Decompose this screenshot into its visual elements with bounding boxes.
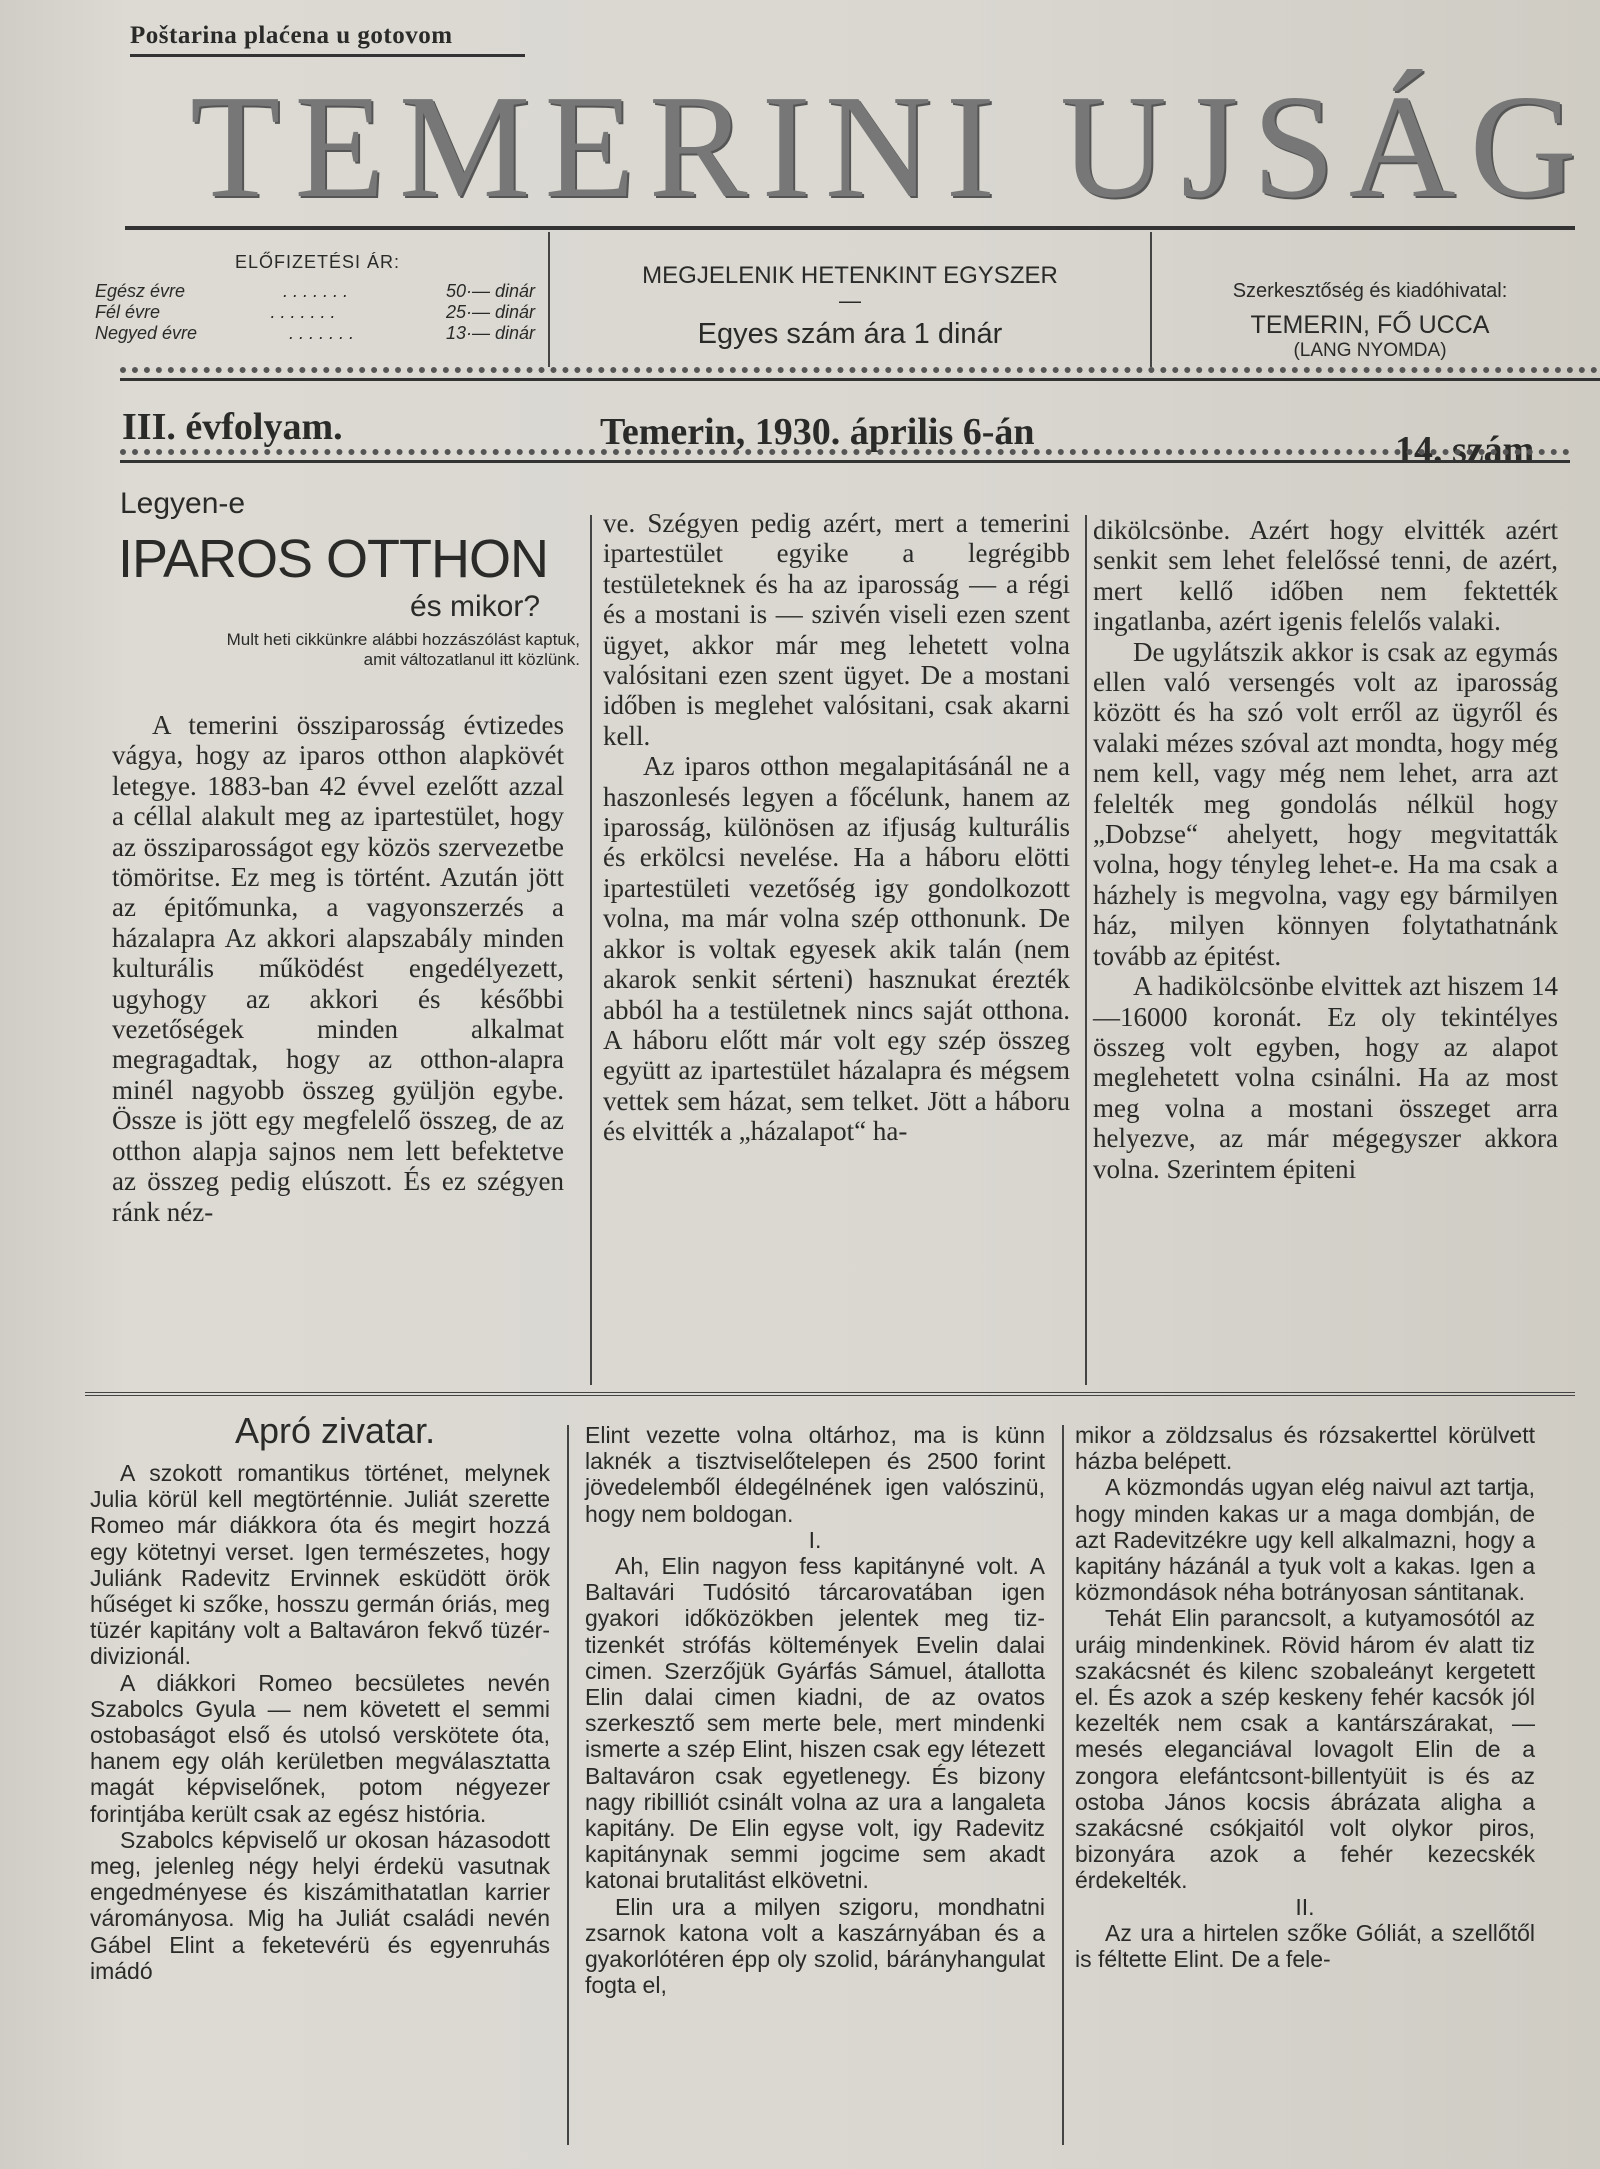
editor-note: Mult heti cikkünkre alábbi hozzászólást kaptuk, amit változatlanul itt közlünk.: [226, 630, 580, 669]
masthead-title: TEMERINI UJSÁG: [190, 65, 1591, 229]
price-amount: 25·— dinár: [445, 302, 535, 322]
article1-column-3: [1093, 515, 1558, 1184]
price-dots: . . . . . . .: [289, 323, 355, 343]
column-rule: [1085, 515, 1087, 1385]
header-rule-bottom: [120, 367, 1600, 373]
header-rule-bottom-thin: [120, 378, 1600, 381]
price-dots: . . . . . . .: [282, 281, 348, 301]
paragraph: A hadikölcsönbe elvittek azt hiszem 14—16000 koronát. Ez oly tekintélyes összeg volt egyben, hogy az alapot meglehetett volna csinálni. Ha az most meg volna a mostani összeget arra helyezve, az már mégegyszer akkora volna. Szerintem épiteni: [1093, 971, 1558, 1184]
subscription-box: [95, 252, 535, 344]
paragraph: Az ura a hirtelen szőke Góliát, a szellőtől is féltette Elint. De a fele-: [1075, 1919, 1535, 1973]
paragraph: ve. Szégyen pedig azért, mert a temerini ipartestület egyike a legrégibb testületeknek és ha az iparosság — a régi és a mostani is — szivén viseli ezen szent ügyet, akkor már meg lehetett volna valósitani ezen szent ügyet. De a mostani időben is meglehet valósitani, csak akarni kell.: [603, 508, 1070, 751]
paragraph: Elint vezette volna oltárhoz, ma is künn laknék a tisztviselőtelepen és 2500 forint jövedelemből éldegélnének igen valószinü, hogy nem boldogan.: [585, 1422, 1045, 1527]
paragraph: mikor a zöldzsalus és rózsakerttel körülvett házba belépett.: [1075, 1422, 1535, 1475]
paragraph: A diákkori Romeo becsületes nevén Szabolcs Gyula — nem követett el semmi ostobaságot első és utolsó verskötete óta, hanem egy oláh kerületben megválasztatta magát képviselőnek, potom négyezer forintjába került csak az egész história.: [90, 1669, 550, 1827]
column-rule: [590, 515, 592, 1385]
header-divider-right: [1150, 232, 1152, 367]
column-rule: [1062, 1425, 1064, 2145]
section-rule: [85, 1392, 1575, 1396]
paragraph: Tehát Elin parancsolt, a kutyamosótól az uráig mindenkinek. Rövid három év alatt tiz szakácsnét és kilenc szobaleányt kergetett el. És azok a szép keskeny fehér kacsók jól kezelték nem csak a kantárszárakat, — mesés eleganciával lovagolt Elin de a zongora elefántcsont-billentyüit is és az ostoba János kocsis ábrázata aligha a szakácsné csókjaitól volt olykor piros, bizonyára azok a fehér kezecskék érdekelték.: [1075, 1605, 1535, 1894]
office-printer: (LANG NYOMDA): [1293, 340, 1447, 361]
dash-line: —: [839, 288, 861, 313]
price-row-half: [95, 302, 535, 323]
article2-column-1: [90, 1460, 550, 1984]
paragraph: dikölcsönbe. Azért hogy elvitték azért senkit sem lehet felelőssé tenni, de azért, mert kellő időben nem fektették ingatlanba, azért igenis felelős valaki.: [1093, 515, 1558, 637]
price-amount: 50·— dinár: [445, 281, 535, 301]
dateline-rule-thin: [120, 460, 1570, 463]
paragraph: A közmondás ugyan elég naivul azt tartja, hogy minden kakas ur a maga dombján, de azt Radevitzékre ugy kell alkalmazni, hogy a kapitány házánál a tyuk volt a kakas. Igen a közmondások néha botrányosan sántitanak.: [1075, 1474, 1535, 1606]
office-info: [1160, 280, 1580, 362]
office-label: Szerkesztőség és kiadóhivatal:: [1232, 280, 1508, 302]
header-divider-left: [548, 232, 550, 367]
section-numeral: I.: [808, 1526, 822, 1553]
postage-note: Poštarina plaćena u gotovom: [130, 22, 525, 57]
volume-label: III. évfolyam.: [122, 406, 343, 448]
paragraph: Az iparos otthon megalapitásánál ne a haszonlesés legyen a főcélunk, hanem az iparosság, különösen az ifjuság kulturális és erkölcsi nevelése. Ha a háboru elötti ipartestületi vezetőség igy gondolkozott volna, ma már volna szép otthonunk. De akkor is voltak egyesek akik talán (nem akarok senkit sérteni) hasznukat érezték abból ha a testületnek nincs saját otthona. A háboru előtt már volt egy szép összeg együtt az ipartestület házalapra és mégsem vettek sem házat, sem telket. Jött a háboru és elvitték a „házalapot“ ha-: [603, 751, 1070, 1147]
article-headline: IPAROS OTTHON: [118, 529, 549, 589]
price-line: Egyes szám ára 1 dinár: [697, 318, 1003, 350]
price-period: Negyed évre: [95, 323, 198, 343]
column-rule: [567, 1425, 569, 2145]
office-address: TEMERIN, FŐ UCCA: [1250, 311, 1490, 339]
section-numeral: II.: [1295, 1893, 1315, 1920]
issue-number: 14. szám: [1395, 429, 1535, 471]
paragraph: Ah, Elin nagyon fess kapitányné volt. A Baltavári Tudósitó tárcarovatában igen gyakori időközökben jelentek meg tiz-tizenkét strófás költemények Evelin dalai cimen. Szerzőjük Gyárfás Sámuel, átallotta Elin dalai cimen kiadni, de az ovatos szerkesztő sem merte bele, mert mindenki ismerte a szép Elint, hiszen csak egy létezett Baltaváron csak egyetlenegy. És bizony nagy ribilliót csinált volna az ura a langaleta kapitány. De Elin egyse volt, igy Radevitz kapitánynak semmi jogcime sem akadt katonai brutalitást elkövetni.: [585, 1553, 1045, 1894]
price-period: Fél évre: [95, 302, 161, 322]
paragraph: A szokott romantikus történet, melynek Julia körül kell megtörténnie. Juliát szerette Romeo már diákkora óta és megirt hozzá egy kötetnyi verset. Igen természetes, hogy Juliánk Radevitz Ervinnek esküdött örök hűséget ki szőke, hosszu germán óriás, meg tüzér kapitány volt a Baltaváron fekvő tüzér-divizionál.: [90, 1460, 550, 1670]
price-row-quarter: [95, 323, 535, 344]
article1-column-1: [112, 710, 564, 1227]
article-deck: és mikor?: [410, 590, 541, 623]
article2-column-2: [585, 1422, 1045, 1998]
header-rule-top: [125, 226, 1575, 230]
paragraph: Elin ura a milyen szigoru, mondhatni zsarnok katona volt a kaszárnyában és a gyakorlótéren épp oly szolid, bárányhangulat fogta el,: [585, 1893, 1045, 1999]
paragraph: Szabolcs képviselő ur okosan házasodott meg, jelenleg négy helyi érdekü vasutnak engedményese és kiszámithatatlan karrier várományosa. Mig ha Juliát családi nevén Gábel Elint a feketevérü és egyenruhás imádó: [90, 1826, 550, 1984]
price-period: Egész évre: [95, 281, 186, 301]
paragraph: De ugylátszik akkor is csak az egymás ellen való versengés volt az iparosság között és ha szó volt erről az ügyről és valaki mézes szóval azt mondta, hogy még nem kell, vagy még nem lehet, arra azt felelték meg gondolás nélkül hogy „Dobzse“ ahelyett, hogy megvitatták volna, hogy tényleg lehet-e. Ha ma csak a házhely is megvolna, vagy egy bármilyen ház, milyen könnyen folytathatnánk tovább az épitést.: [1093, 636, 1558, 971]
issue-date: Temerin, 1930. április 6-án: [600, 411, 1035, 453]
paragraph: A temerini össziparosság évtizedes vágya, hogy az iparos otthon alapkövét letegye. 1883-ban 42 évvel ezelőtt azzal a céllal alakult meg az ipartestület, hogy az össziparosságot egy közös szervezetbe tömöritse. Ez meg is történt. Azután jött az épitőmunka, a vagyonszerzés a házalapra Az akkori alapszabály minden kulturális működést engedélyezett, ugyhogy az akkori és későbbi vezetőségek minden alkalmat megragadtak, hogy az otthon-alapra minél nagyobb összeg gyüljön egybe. Össze is jött egy megfelelő összeg, de az otthon alapja sajnos nem lett befektetve az összeg pedig elúszott. És ez szégyen ránk néz-: [112, 710, 564, 1227]
frequency-line: MEGJELENIK HETENKINT EGYSZER: [642, 262, 1058, 289]
price-amount: 13·— dinár: [445, 323, 535, 343]
publication-info: [560, 262, 1140, 351]
subscription-title: ELŐFIZETÉSI ÁR:: [235, 252, 401, 272]
article1-column-2: [603, 508, 1070, 1147]
price-row-year: [95, 281, 535, 302]
dateline-rule: [120, 449, 1570, 455]
article2-column-3: [1075, 1422, 1535, 1972]
article-kicker: Legyen-e: [120, 487, 246, 520]
price-dots: . . . . . . .: [270, 302, 336, 322]
story-title: Apró zivatar.: [235, 1410, 436, 1451]
